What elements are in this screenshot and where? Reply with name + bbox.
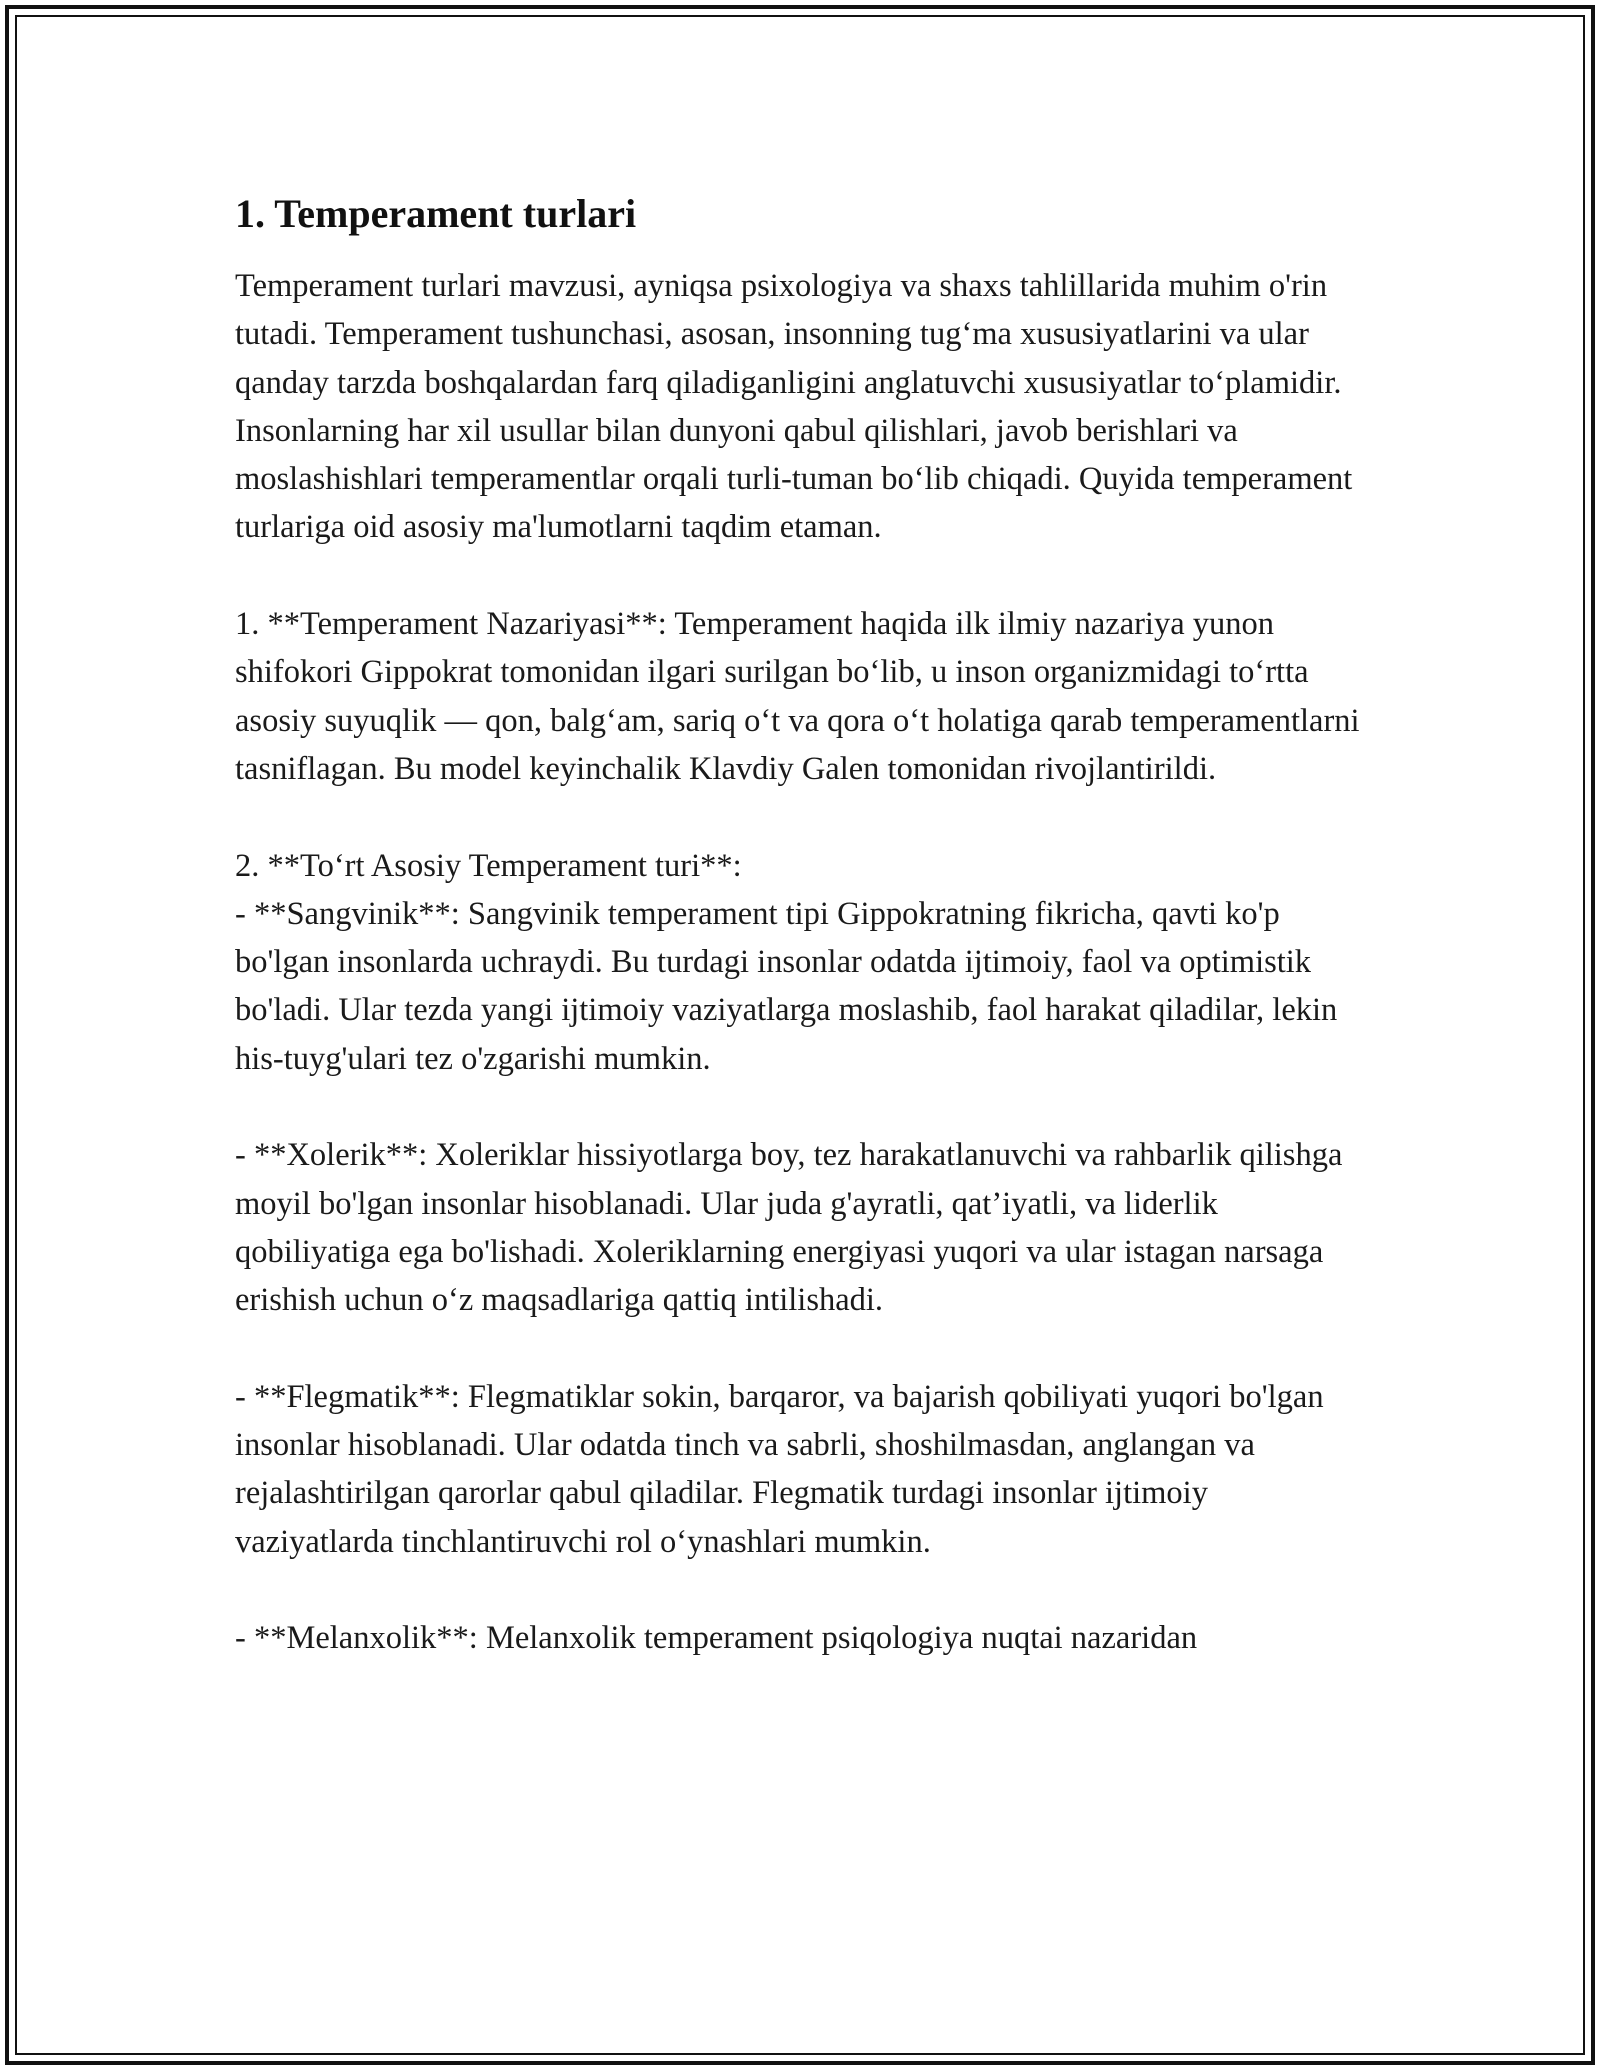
xolerik-paragraph: - **Xolerik**: Xoleriklar hissiyotlarga boy, tez harakatlanuvchi va rahbarlik qilishga moyil bo'lgan insonlar hisoblanadi. Ular juda g'ayratli, qat’iyatli, va liderlik qobiliyatiga ega bo'lishadi. Xoleriklarning energiyasi yuqori va ular istagan narsaga erishish uchun o‘z maqsadlariga qattiq intilishadi. <box>235 1137 1343 1319</box>
theory-paragraph: 1. **Temperament Nazariyasi**: Temperament haqida ilk ilmiy nazariya yunon shifokori Gippokrat tomonidan ilgari surilgan bo‘lib, u inson organizmidagi to‘rtta asosiy suyuqlik — qon, balg‘am, sariq o‘t va qora o‘t holatiga qarab temperamentlarni tasniflagan. Bu model keyinchalik Klavdiy Galen tomonidan rivojlantirildi. <box>235 606 1360 787</box>
flegmatik-paragraph: - **Flegmatik**: Flegmatiklar sokin, barqaror, va bajarish qobiliyati yuqori bo'lgan insonlar hisoblanadi. Ular odatda tinch va sabrli, shoshilmasdan, anglangan va rejalashtirilgan qarorlar qabul qiladilar. Flegmatik turdagi insonlar ijtimoiy vaziyatlarda tinchlantiruvchi rol o‘ynashlari mumkin. <box>235 1378 1324 1560</box>
paragraph-gap <box>235 1566 1365 1614</box>
paragraph-gap <box>235 552 1365 600</box>
paragraph-gap <box>235 1083 1365 1131</box>
paragraph-gap <box>235 1325 1365 1373</box>
section-heading: 1. Temperament turlari <box>235 191 637 236</box>
document-body <box>235 188 1365 1663</box>
sangvinik-paragraph: 2. **To‘rt Asosiy Temperament turi**: - **Sangvinik**: Sangvinik temperament tipi Gippokratning fikricha, qavti ko'p bo'lgan insonlarda uchraydi. Bu turdagi insonlar odatda ijtimoiy, faol va optimistik bo'ladi. Ular tezda yangi ijtimoiy vaziyatlarga moslashib, faol harakat qiladilar, lekin his-tuyg'ulari tez o'zgarishi mumkin. <box>235 847 1338 1077</box>
intro-paragraph: Temperament turlari mavzusi, ayniqsa psixologiya va shaxs tahlillarida muhim o'rin tutadi. Temperament tushunchasi, asosan, insonning tug‘ma xususiyatlarini va ular qanday tarzda boshqalardan farq qiladiganligini anglatuvchi xususiyatlar to‘plamidir. Insonlarning har xil usullar bilan dunyoni qabul qilishlari, javob berishlari va moslashishlari temperamentlar orqali turli-tuman bo‘lib chiqadi. Quyida temperament turlariga oid asosiy ma'lumotlarni taqdim etaman. <box>235 268 1353 546</box>
melanxolik-paragraph: - **Melanxolik**: Melanxolik temperament psiqologiya nuqtai nazaridan <box>235 1620 1198 1657</box>
paragraph-gap <box>235 793 1365 841</box>
